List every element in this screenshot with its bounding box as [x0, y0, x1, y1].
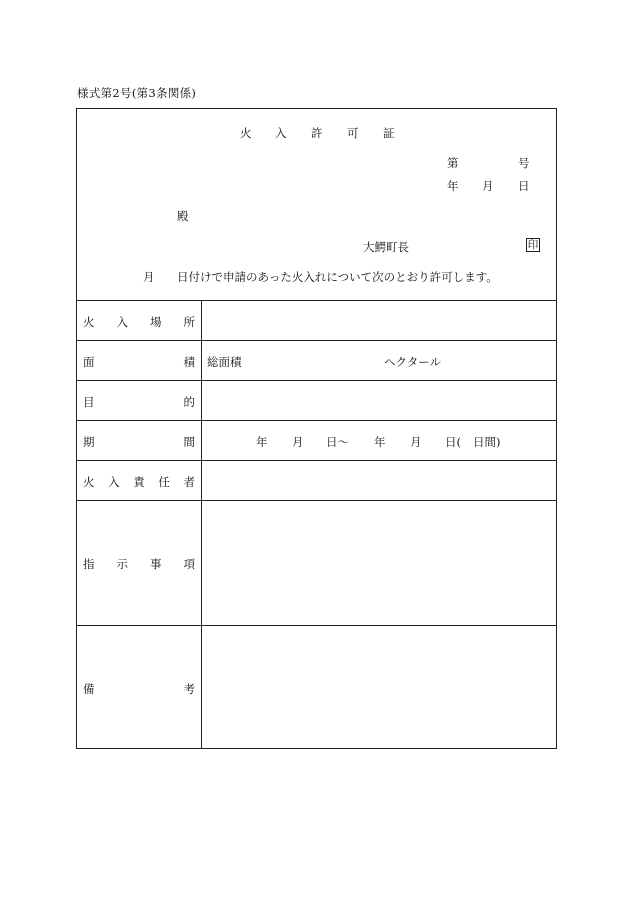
title-char: 火 [240, 126, 252, 140]
date-month: 月 [482, 179, 494, 193]
label-char: 火 [83, 475, 95, 489]
label-responsible-person [83, 474, 195, 490]
label-char: 場 [150, 315, 162, 329]
permit-number-prefix: 第 [447, 156, 459, 170]
row-divider [77, 340, 556, 341]
row-divider [77, 500, 556, 501]
period-days: 日間) [473, 435, 501, 449]
area-unit: ヘクタール [384, 355, 442, 369]
label-char: 間 [183, 435, 195, 449]
label-char: 者 [183, 475, 195, 489]
label-char: 入 [108, 475, 120, 489]
period-end-day: 日( [445, 435, 461, 449]
addressee-suffix: 殿 [177, 209, 189, 223]
row-divider [77, 300, 556, 301]
label-char: 積 [183, 355, 195, 369]
label-char: 入 [116, 315, 128, 329]
label-instructions [83, 556, 195, 572]
period-end-year: 年 [374, 435, 386, 449]
label-char: 目 [83, 395, 95, 409]
row-divider [77, 625, 556, 626]
label-char: 項 [183, 557, 195, 571]
total-area-prefix: 総面積 [207, 355, 242, 369]
label-char: 期 [83, 435, 95, 449]
statement-month: 月 [143, 270, 155, 284]
date-year: 年 [447, 179, 459, 193]
label-purpose [83, 394, 195, 410]
label-char: 的 [183, 395, 195, 409]
title-char: 入 [275, 126, 287, 140]
label-char: 責 [133, 475, 145, 489]
permit-form [76, 108, 557, 749]
issuer-name: 大鰐町長 [363, 240, 409, 254]
seal-mark: 印 [527, 239, 539, 251]
label-period [83, 434, 195, 450]
row-divider [77, 420, 556, 421]
title-char: 可 [347, 126, 359, 140]
permit-statement: 日付けで申請のあった火入れについて次のとおり許可します。 [177, 270, 498, 284]
label-char: 面 [83, 355, 95, 369]
label-area [83, 354, 195, 370]
label-char: 火 [83, 315, 95, 329]
label-char: 示 [116, 557, 128, 571]
period-start-year: 年 [256, 435, 268, 449]
row-divider [77, 460, 556, 461]
label-char: 指 [83, 557, 95, 571]
title-char: 証 [383, 126, 395, 140]
label-char: 事 [150, 557, 162, 571]
form-number-label: 様式第2号(第3条関係) [77, 86, 197, 100]
label-remarks [83, 681, 195, 697]
label-char: 任 [158, 475, 170, 489]
label-char: 備 [83, 682, 95, 696]
label-burn-location [83, 314, 195, 330]
period-end-month: 月 [410, 435, 422, 449]
period-start-day: 日～ [326, 435, 349, 449]
column-divider [201, 300, 202, 748]
title-char: 許 [311, 126, 323, 140]
row-divider [77, 380, 556, 381]
label-char: 所 [183, 315, 195, 329]
permit-number-suffix: 号 [518, 156, 530, 170]
date-day: 日 [518, 179, 530, 193]
period-start-month: 月 [292, 435, 304, 449]
label-char: 考 [183, 682, 195, 696]
